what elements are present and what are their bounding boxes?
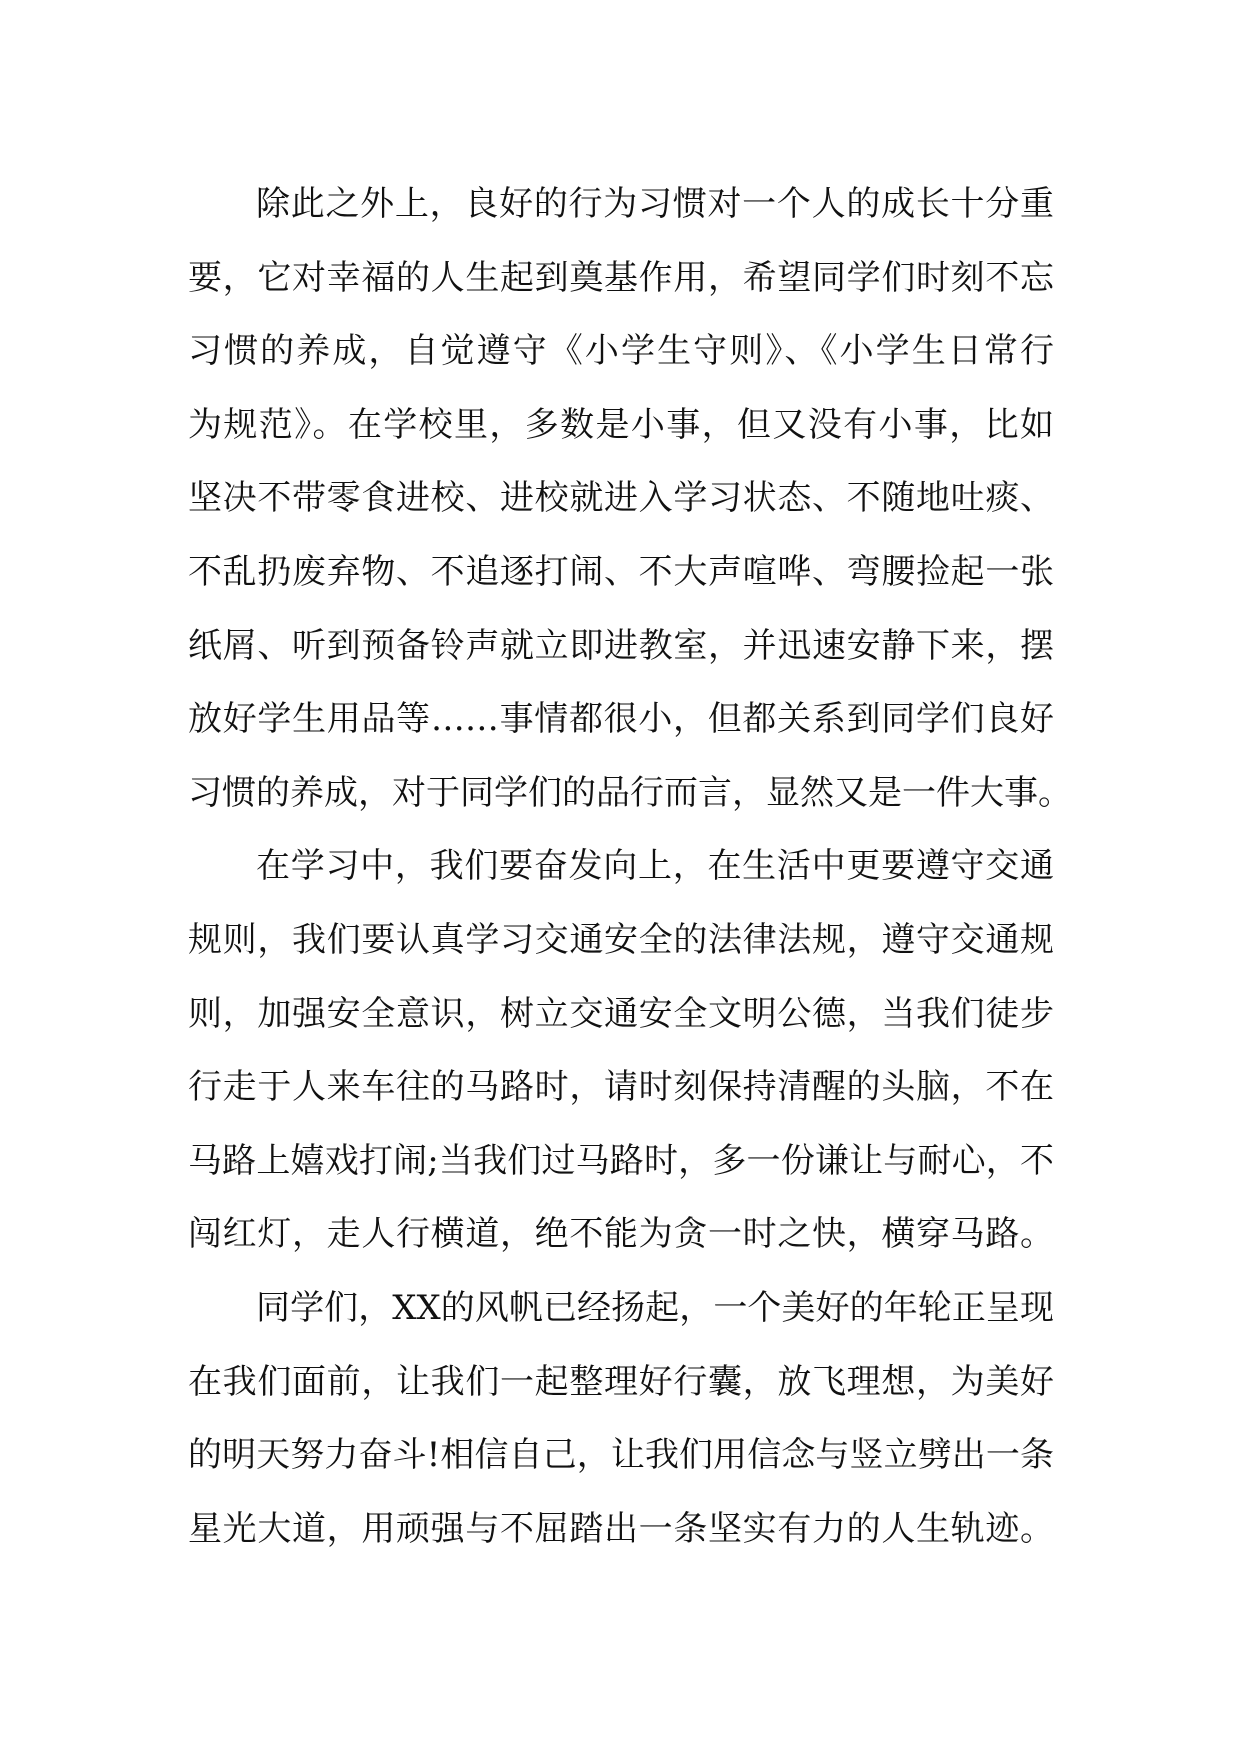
text-line: 在我们面前，让我们一起整理好行囊，放飞理想，为美好 [188, 1361, 1054, 1402]
text-line: 的明天努力奋斗!相信自己，让我们用信念与竖立劈出一条 [188, 1435, 1054, 1476]
text-line: 习惯的养成，自觉遵守《小学生守则》、《小学生日常行 [188, 331, 1054, 372]
text-line: 不乱扔废弃物、不追逐打闹、不大声喧哗、弯腰捡起一张 [188, 551, 1054, 592]
document-body [188, 168, 1072, 1566]
text-line: 要，它对幸福的人生起到奠基作用，希望同学们时刻不忘 [188, 257, 1054, 298]
text-line: 则，加强安全意识，树立交通安全文明公德，当我们徒步 [188, 993, 1054, 1034]
paragraph-traffic-safety [188, 830, 1054, 1272]
text-line: 星光大道，用顽强与不屈踏出一条坚实有力的人生轨迹。 [188, 1508, 1054, 1549]
text-line: 规则，我们要认真学习交通安全的法律法规，遵守交通规 [188, 919, 1054, 960]
text-line: 闯红灯，走人行横道，绝不能为贪一时之快，横穿马路。 [188, 1214, 1054, 1255]
text-line: 行走于人来车往的马路时，请时刻保持清醒的头脑，不在 [188, 1067, 1054, 1108]
text-line: 纸屑、听到预备铃声就立即进教室，并迅速安静下来，摆 [188, 625, 1054, 666]
text-line: 为规范》。在学校里，多数是小事，但又没有小事，比如 [188, 404, 1054, 445]
text-line: 在学习中，我们要奋发向上，在生活中更要遵守交通 [256, 846, 1054, 887]
text-line: 马路上嬉戏打闹;当我们过马路时，多一份谦让与耐心，不 [188, 1140, 1054, 1181]
text-line: 除此之外上，良好的行为习惯对一个人的成长十分重 [256, 184, 1054, 224]
text-line: 习惯的养成，对于同学们的品行而言，显然又是一件大事。 [188, 772, 1072, 813]
paragraph-closing [188, 1272, 1054, 1566]
text-line: 坚决不带零食进校、进校就进入学习状态、不随地吐痰、 [188, 478, 1054, 519]
text-line: 放好学生用品等……事情都很小，但都关系到同学们良好 [188, 699, 1054, 740]
paragraph-habits [188, 168, 1072, 830]
text-line: 同学们，XX的风帆已经扬起，一个美好的年轮正呈现 [256, 1287, 1054, 1328]
